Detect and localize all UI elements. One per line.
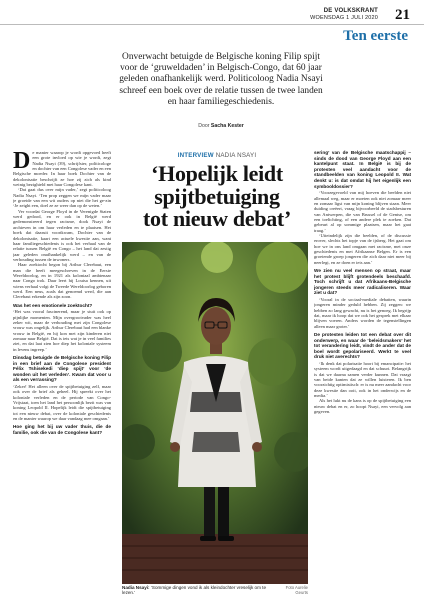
drop-cap: D	[13, 150, 31, 174]
paragraph: ‘Uiteindelijk zijn die beelden, of de discussie erover, slechts het topje van de ijsberg. Het gaat om hoe we in ons land omgaan met racisme, met onze geschiedenis en met Afrikaanse Belgen. Er is een groeiende groep jongeren die zich daar niet meer bij neerlegt, en ze doen er iets aan.’	[314, 232, 411, 265]
article-column-left	[13, 150, 111, 437]
paragraph: Als het lukt nu de kans is op de spijtbetuiging een nieuw debat en er, zo hoopt Nsayi, een vervolg aan gegeven.	[314, 398, 411, 415]
headline	[122, 163, 312, 231]
byline	[90, 123, 352, 129]
kicker	[128, 152, 306, 159]
headline-line: tot nieuw debat’	[143, 206, 291, 231]
page-number: 21	[395, 7, 410, 23]
interview-question: Dinsdag betuigde de Belgische koning Filip in een brief aan de Congolese president Félix Tshisekedi ‘diep spijt’ voor ‘de wonden uit het verleden’. Kwam dat voor u als een verrassing?	[13, 354, 111, 383]
paragraph: ‘Ik denk dat polarisatie hoort bij emancipatie: het systeem wordt uitgedaagd en dat schuurt. Belangrijk is dat we daarna samen verder kunnen. Dat vraagt van beide kanten dat ze willen luisteren. Ik ben voorzichtig optimistisch: er is nu meer aandacht voor deze kwestie dan ooit, ook in het onderwijs en de media.’	[314, 360, 411, 399]
headline-line: ‘Hopelijk leidt	[151, 161, 283, 186]
paragraph: ‘Dat gaat dus over mijn vader,’ zegt politicoloog Nadia Nsayi. ‘Ten prop zeggen we mijn vader maar je groeide van een wit ouders op niet die het ge-zin ‘Je zeight een, doel ze ze weer dan op de weten.’	[13, 187, 111, 209]
issue-date: WOENSDAG 1 JULI 2020	[310, 14, 378, 21]
headline-line: spijtbetuiging	[154, 183, 280, 209]
kicker-name: NADIA NSAYI	[215, 152, 257, 159]
intro-line: schreef een boek over de relatie tussen de twee landen	[119, 85, 323, 96]
interview-question: Hoe ging het bij uw vader thuis, die de familie, ook die van de Congolese kant?	[13, 424, 111, 435]
newspaper-brand	[310, 8, 378, 21]
kicker-type: INTERVIEW	[177, 152, 214, 159]
intro-line: geleden onafhankelijk werd. Politicoloog Nadia Nsayi	[119, 74, 323, 85]
interview-question: sering’ van de Belgische maatschappij – sinds de dood van George Floyd aan een kantelpunt staat. In België is bij de protesten veel aandacht voor de standbeelden van koning Leopold II. Wat denkt u: is dat omdat hij het eigenlijk een symbooldossier?	[314, 150, 411, 189]
byline-author: Sacha Kester	[210, 123, 244, 129]
interview-question: We zien nu veel mensen op straat, maar het protest blijft grotendeels beschaafd. Toch schrijft u dat Afrikaans-Belgische jongeren steeds meer radicaliseren. Waar ziet u dat?	[314, 267, 411, 296]
intro-line: Onverwacht betuigde de Belgische koning Filip spijt	[122, 52, 320, 62]
portrait-photo	[122, 242, 308, 584]
section-band	[0, 24, 424, 46]
intro-line: en haar familiegeschiedenis.	[167, 96, 275, 107]
interview-question: Was het een emotionele zoektocht?	[13, 302, 93, 308]
first-paragraph	[13, 150, 111, 187]
paragraph: Ver voordat George Floyd in de Verenigde Staten werd gedood, en er ook in België werd gedemonstreerd tegen racisme, dook Nsayi de archieven in om haar verleden en te plaatsen. Het boek dat daaruit voortkwam, Dochter van de dekolonisatie, kaart een actuele kwestie aan, want haar familiegeschiedenis is ook het verhaal van de relatie tussen België en Congo – het land dat zestig jaar geleden onafhankelijk werd – en van de verhouding tussen de inwoners.	[13, 208, 111, 262]
paragraph: Haar zoektocht begon bij Arthur Clerebaut, een man die heeft meegeschreven in de Eerste Wereldoorlog, en in 1921 als koloniaal ambtenaar naar Congo trok. Daar leert hij Louisa kennen, uit wiens verhaal volgt de Tweede Wereldoorlog geboren werd. Een neus, zoals dat genoemd werd, die aan Clerebaut erkende als zijn zoon.	[13, 262, 111, 300]
paragraph: ‘Voorzegevoeld van mij hoeven die beelden niet allemaal weg, maar er moeten ook niet zomaar meer en zomaar ligst van mijn koning blijven staan. Meer duiding creëert, vraag bijvoorbeeld de stadsbesturen van Antwerpen, die van Brussel of de Gentse, om een toelichting, of een andere plek te zoeken. Dat gebeurt al op sommige plaatsen, maar het gaat traag.’	[314, 190, 411, 233]
byline-prefix: Door	[198, 123, 210, 129]
caption-text: ‘Sommige dingen vond ik als kleindochter vreselijk om te lezen.’	[122, 585, 267, 596]
intro-line: voor de ‘gruweldaden’ in Belgisch-Congo, dat 60 jaar	[120, 63, 322, 74]
interview-question: De protesten leiden tot een debat over dit onderwerp, en waar de ‘beleidsmakers’ het tot verandering leidt, vindt de ander dat de boel wordt gepolariseerd. Werkt te veel druk niet averechts?	[314, 332, 411, 360]
intro-lead	[90, 52, 352, 108]
section-label: Ten eerste	[343, 28, 408, 44]
photo-caption	[122, 585, 272, 595]
photo-credit: Foto Aurelie Geurts	[285, 585, 308, 595]
paragraph: ‘Het was vooral fascinerend, maar je stuit ook op pijnlijke momenten. Mijn overgrootvader was heel zeker wit, maar de verhouding met zijn Congolese vrouw was ongelijk. Arthur Clerebaut had een blanke vrouw in België, en hij kon met zijn kinderen niet zomaar naar België. Dat is iets wat je in veel families ziet, en dat laat zien hoe diep het koloniale systeem in levens ingreep.’	[13, 309, 111, 352]
paragraph-text: e manier waarop je wordt opgevoed heeft een grote invloed op wie je wordt, zegt Nadia Nsayi (39), schrijfster, politicologe en dochter van een Congolese vader en een Belgische moeder. In haar boek Dochter van de dekolonisatie beschrijft ze hoe zij zich als kind weinig bezighield met haar Congolese kant.	[13, 150, 111, 188]
portrait-illustration	[122, 242, 308, 584]
paragraph: ‘Zeker! Het alleen over de spijtbetuiging zelf, maar ook over de brief als geheel. Hij spreekt over het koloniale verleden en de periode van Congo-Vrijstaat, toen het land het persoonlijk bezit was van koning Leopold II. Hopelijk leidt die spijtbetuiging tot een nieuw debat, over de koloniale geschiedenis en de manier waarop we daar vandaag mee omgaan.’	[13, 383, 111, 421]
masthead	[0, 6, 424, 23]
paragraph: ‘Vooral in de sociaal-mediale debatten, waarin jongeren minder geduld hebben. Zij zeggen: we hebben zo lang gewacht, nu is het genoeg. Ik begrijp dat, maar ik hoop dat we ook het gesprek met elkaar blijven voeren. Anders worden de tegenstellingen alleen maar groter.’	[314, 296, 411, 329]
brand-name: DE VOLKSKRANT	[323, 8, 378, 14]
article-column-right	[314, 150, 411, 414]
caption-name: Nadia Nsayi:	[122, 585, 150, 590]
